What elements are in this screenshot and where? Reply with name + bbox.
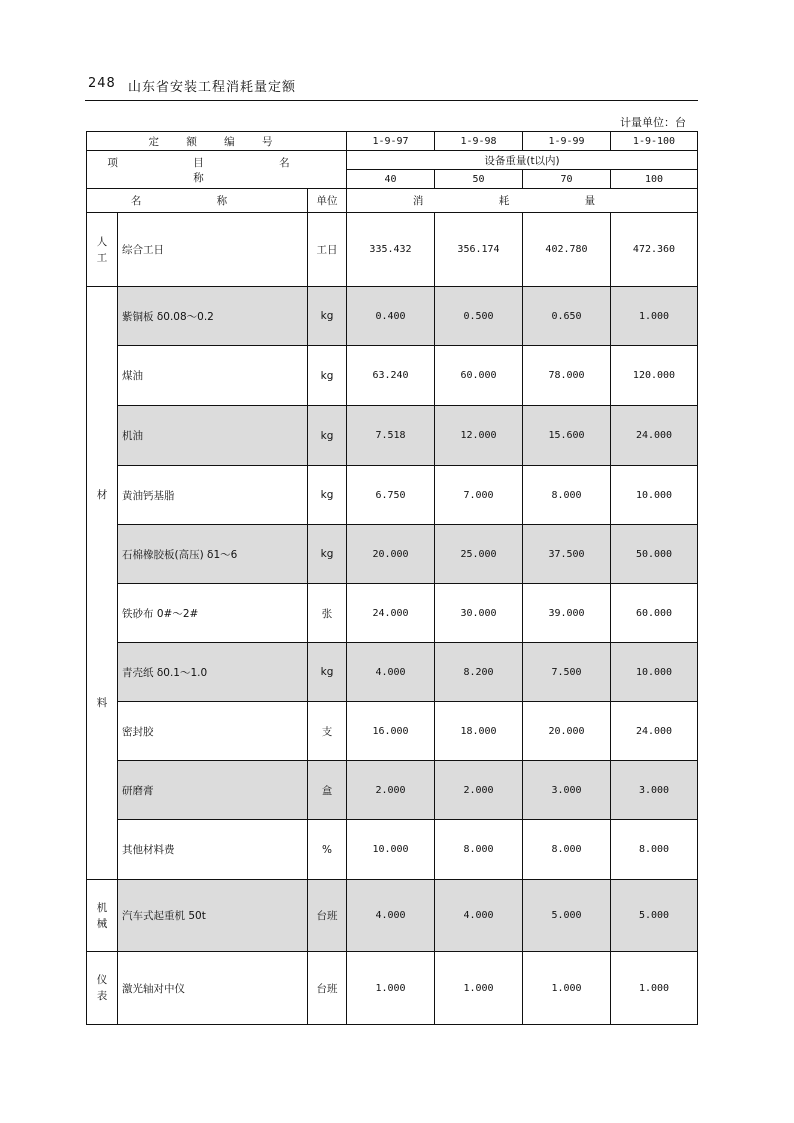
item-unit: 张: [308, 584, 347, 643]
category-instrument: [87, 952, 118, 1025]
quota-code: 1-9-100: [611, 132, 698, 151]
item-value: 7.518: [347, 406, 435, 466]
item-unit: 台班: [308, 952, 347, 1025]
item-value: 7.000: [435, 466, 523, 525]
item-name: 其他材料费: [118, 820, 308, 880]
table-row: [87, 346, 698, 406]
unit-label: 单位: [308, 189, 347, 213]
item-value: 18.000: [435, 702, 523, 761]
item-value: 7.500: [523, 643, 611, 702]
quota-label: 定 额 编 号: [87, 132, 347, 151]
category-char: 工: [96, 251, 108, 264]
item-value: 3.000: [611, 761, 698, 820]
item-name: 黄油钙基脂: [118, 466, 308, 525]
category-material: [87, 287, 118, 880]
item-value: 0.650: [523, 287, 611, 346]
item-unit: kg: [308, 466, 347, 525]
item-value: 12.000: [435, 406, 523, 466]
weight-value: 100: [611, 170, 698, 189]
item-name: 汽车式起重机 50t: [118, 880, 308, 952]
item-name: 密封胶: [118, 702, 308, 761]
item-value: 24.000: [611, 702, 698, 761]
item-value: 402.780: [523, 213, 611, 287]
item-name: 煤油: [118, 346, 308, 406]
item-value: 37.500: [523, 525, 611, 584]
item-value: 24.000: [347, 584, 435, 643]
item-value: 30.000: [435, 584, 523, 643]
item-value: 0.400: [347, 287, 435, 346]
quota-code-row: [87, 132, 698, 151]
item-value: 8.000: [523, 820, 611, 880]
item-value: 78.000: [523, 346, 611, 406]
weight-value: 50: [435, 170, 523, 189]
item-value: 2.000: [347, 761, 435, 820]
item-value: 1.000: [611, 952, 698, 1025]
item-value: 60.000: [435, 346, 523, 406]
item-value: 63.240: [347, 346, 435, 406]
item-value: 1.000: [611, 287, 698, 346]
category-machinery: [87, 880, 118, 952]
item-value: 10.000: [347, 820, 435, 880]
item-value: 335.432: [347, 213, 435, 287]
item-value: 8.000: [523, 466, 611, 525]
quota-code: 1-9-98: [435, 132, 523, 151]
item-name: 激光轴对中仪: [118, 952, 308, 1025]
table-row: [87, 406, 698, 466]
item-value: 24.000: [611, 406, 698, 466]
item-value: 10.000: [611, 466, 698, 525]
item-unit: 支: [308, 702, 347, 761]
item-value: 10.000: [611, 643, 698, 702]
item-value: 1.000: [347, 952, 435, 1025]
table-row: [87, 643, 698, 702]
item-unit: %: [308, 820, 347, 880]
page-header: [88, 74, 698, 98]
table-row: [87, 702, 698, 761]
unit-note: 计量单位：台: [620, 116, 686, 129]
item-value: 3.000: [523, 761, 611, 820]
item-value: 1.000: [523, 952, 611, 1025]
column-header-row: [87, 189, 698, 213]
category-labor: [87, 213, 118, 287]
item-unit: kg: [308, 346, 347, 406]
item-value: 15.600: [523, 406, 611, 466]
item-value: 8.000: [611, 820, 698, 880]
item-value: 120.000: [611, 346, 698, 406]
item-value: 8.200: [435, 643, 523, 702]
category-char: 机: [96, 901, 108, 914]
item-unit: 盒: [308, 761, 347, 820]
table-row: [87, 213, 698, 287]
table-row: [87, 525, 698, 584]
table-row: [87, 287, 698, 346]
quota-code: 1-9-99: [523, 132, 611, 151]
consumption-label: 消 耗 量: [347, 189, 698, 213]
item-value: 6.750: [347, 466, 435, 525]
category-char: 料: [96, 697, 108, 709]
item-value: 472.360: [611, 213, 698, 287]
item-value: 60.000: [611, 584, 698, 643]
item-value: 20.000: [347, 525, 435, 584]
header-rule: [85, 100, 698, 101]
table-row: [87, 466, 698, 525]
category-char: 人: [96, 235, 108, 248]
table-row: [87, 880, 698, 952]
name-label: 名 称: [87, 189, 308, 213]
table-row: [87, 820, 698, 880]
category-char: 仪: [96, 974, 108, 986]
quota-code: 1-9-97: [347, 132, 435, 151]
item-unit: 台班: [308, 880, 347, 952]
item-value: 5.000: [523, 880, 611, 952]
item-value: 20.000: [523, 702, 611, 761]
item-unit: kg: [308, 287, 347, 346]
item-unit: kg: [308, 643, 347, 702]
item-value: 8.000: [435, 820, 523, 880]
group-header: 设备重量(t以内): [347, 151, 698, 170]
item-name-label: 项 目 名 称: [87, 151, 347, 189]
item-value: 4.000: [435, 880, 523, 952]
item-name: 紫铜板 δ0.08～0.2: [118, 287, 308, 346]
item-value: 50.000: [611, 525, 698, 584]
item-name: 研磨膏: [118, 761, 308, 820]
weight-value: 40: [347, 170, 435, 189]
item-name: 机油: [118, 406, 308, 466]
table-row: [87, 952, 698, 1025]
item-name: 青壳纸 δ0.1～1.0: [118, 643, 308, 702]
item-value: 4.000: [347, 643, 435, 702]
table-row: [87, 584, 698, 643]
item-value: 0.500: [435, 287, 523, 346]
item-name: 石棉橡胶板(高压) δ1～6: [118, 525, 308, 584]
item-unit: 工日: [308, 213, 347, 287]
table-row: [87, 761, 698, 820]
category-char: 表: [96, 990, 108, 1002]
item-name: 综合工日: [118, 213, 308, 287]
item-name: 铁砂布 0#～2#: [118, 584, 308, 643]
category-char: 材: [96, 489, 108, 501]
item-value: 16.000: [347, 702, 435, 761]
item-value: 25.000: [435, 525, 523, 584]
item-value: 5.000: [611, 880, 698, 952]
category-char: 械: [96, 917, 108, 930]
weight-value: 70: [523, 170, 611, 189]
item-unit: kg: [308, 525, 347, 584]
item-unit: kg: [308, 406, 347, 466]
item-value: 4.000: [347, 880, 435, 952]
item-value: 2.000: [435, 761, 523, 820]
item-value: 356.174: [435, 213, 523, 287]
quota-table: [86, 131, 698, 1025]
group-header-row: [87, 151, 698, 170]
item-value: 1.000: [435, 952, 523, 1025]
item-value: 39.000: [523, 584, 611, 643]
page-number: 248: [88, 76, 116, 91]
book-title: 山东省安装工程消耗量定额: [128, 80, 297, 95]
